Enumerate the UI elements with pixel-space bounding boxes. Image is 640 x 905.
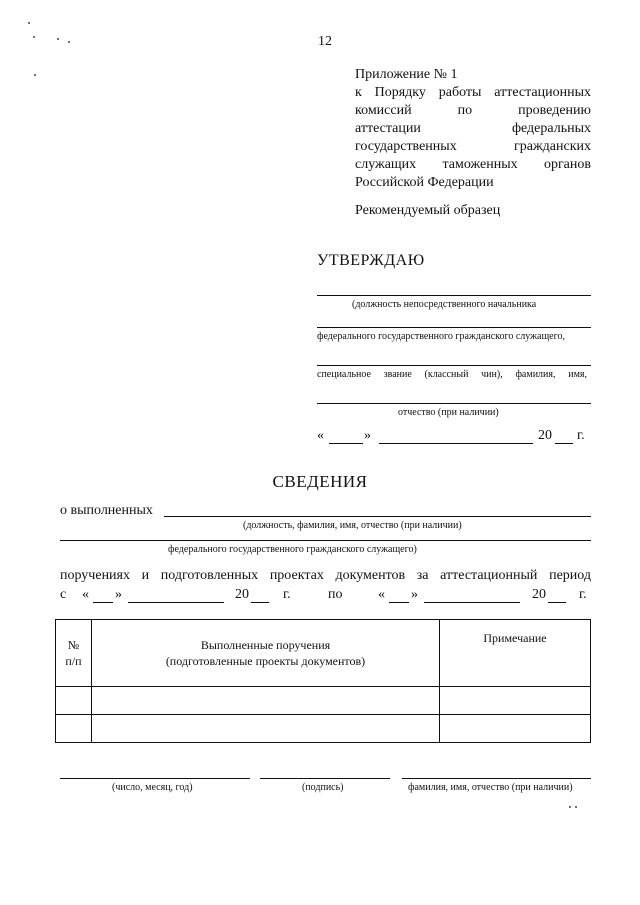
year-suffix: г. (283, 587, 291, 602)
recommended-sample-label: Рекомендуемый образец (355, 203, 501, 218)
scan-speck (68, 41, 70, 43)
signature-caption: (подпись) (302, 782, 344, 793)
year-prefix: 20 (532, 587, 546, 602)
close-quote: » (115, 587, 122, 602)
from-year-field[interactable] (251, 602, 269, 603)
table-row (56, 715, 591, 743)
approve-heading: УТВЕРЖДАЮ (317, 252, 425, 269)
date-day-field[interactable] (329, 443, 363, 444)
signature-name-line[interactable] (402, 778, 591, 779)
column-header-number (56, 620, 92, 687)
table-row (56, 687, 591, 715)
column-header-assignments-line: (подготовленные проекты документов) (165, 654, 366, 668)
appendix-title: Приложение № 1 (355, 67, 458, 82)
column-header-number-line: п/п (65, 654, 82, 668)
open-quote: « (82, 587, 89, 602)
period-description: поручениях и подготовленных проектах документов за аттестационный период (60, 568, 591, 583)
from-label: с (60, 587, 67, 602)
signature-date-caption: (число, месяц, год) (112, 782, 193, 793)
approver-line[interactable] (317, 365, 591, 366)
date-year-field[interactable] (555, 443, 573, 444)
employee-name-line[interactable] (164, 516, 591, 517)
year-prefix: 20 (235, 587, 249, 602)
appendix-line: государственных гражданских (355, 139, 591, 154)
to-label: по (328, 587, 343, 602)
approver-line[interactable] (317, 403, 591, 404)
approver-position-line[interactable] (317, 295, 591, 296)
scan-speck (28, 22, 30, 24)
column-header-number-line: № (67, 638, 80, 652)
from-day-field[interactable] (93, 602, 113, 603)
signature-date-line[interactable] (60, 778, 250, 779)
appendix-line: Российской Федерации (355, 175, 494, 190)
table-cell-assignment[interactable] (92, 687, 440, 715)
signature-name-caption: фамилия, имя, отчество (при наличии) (408, 782, 573, 793)
close-quote: » (364, 428, 371, 443)
appendix-block (355, 66, 591, 192)
appendix-line: комиссий по проведению (355, 103, 591, 118)
scan-speck (575, 806, 577, 808)
to-day-field[interactable] (389, 602, 409, 603)
document-title: СВЕДЕНИЯ (272, 472, 368, 491)
appendix-line: к Порядку работы аттестационных (355, 85, 591, 100)
table-cell-note[interactable] (440, 687, 591, 715)
year-suffix: г. (577, 428, 585, 443)
employee-line[interactable] (60, 540, 591, 541)
about-prefix: о выполненных (60, 503, 153, 518)
table-cell-assignment[interactable] (92, 715, 440, 743)
column-header-assignments-line: Выполненные поручения (200, 638, 331, 652)
open-quote: « (378, 587, 385, 602)
scan-speck (34, 74, 36, 76)
approver-caption: специальное звание (классный чин), фамилия, имя, (317, 369, 587, 380)
open-quote: « (317, 428, 324, 443)
date-month-field[interactable] (379, 443, 533, 444)
appendix-line: аттестации федеральных (355, 121, 591, 136)
table-cell-note[interactable] (440, 715, 591, 743)
appendix-line: служащих таможенных органов (355, 157, 591, 172)
approver-caption: (должность непосредственного начальника (352, 299, 537, 310)
to-month-field[interactable] (424, 602, 520, 603)
approver-line[interactable] (317, 327, 591, 328)
scan-speck (569, 806, 571, 808)
signature-line[interactable] (260, 778, 390, 779)
table-cell-number[interactable] (56, 715, 92, 743)
table-cell-number[interactable] (56, 687, 92, 715)
employee-caption: (должность, фамилия, имя, отчество (при наличии) (243, 520, 462, 531)
scan-speck (57, 38, 59, 40)
scan-speck (33, 36, 35, 38)
page-number: 12 (318, 34, 332, 49)
approver-caption: отчество (при наличии) (398, 407, 499, 418)
approver-caption: федерального государственного гражданского служащего, (317, 331, 565, 342)
column-header-note-label: Примечание (483, 631, 547, 645)
column-header-note (440, 620, 591, 687)
table-header-row (56, 620, 591, 687)
year-suffix: г. (579, 587, 587, 602)
from-month-field[interactable] (128, 602, 224, 603)
employee-caption: федерального государственного гражданского служащего) (168, 544, 417, 555)
to-year-field[interactable] (548, 602, 566, 603)
assignments-table (55, 619, 591, 743)
close-quote: » (411, 587, 418, 602)
year-prefix: 20 (538, 428, 552, 443)
column-header-assignments (92, 620, 440, 687)
